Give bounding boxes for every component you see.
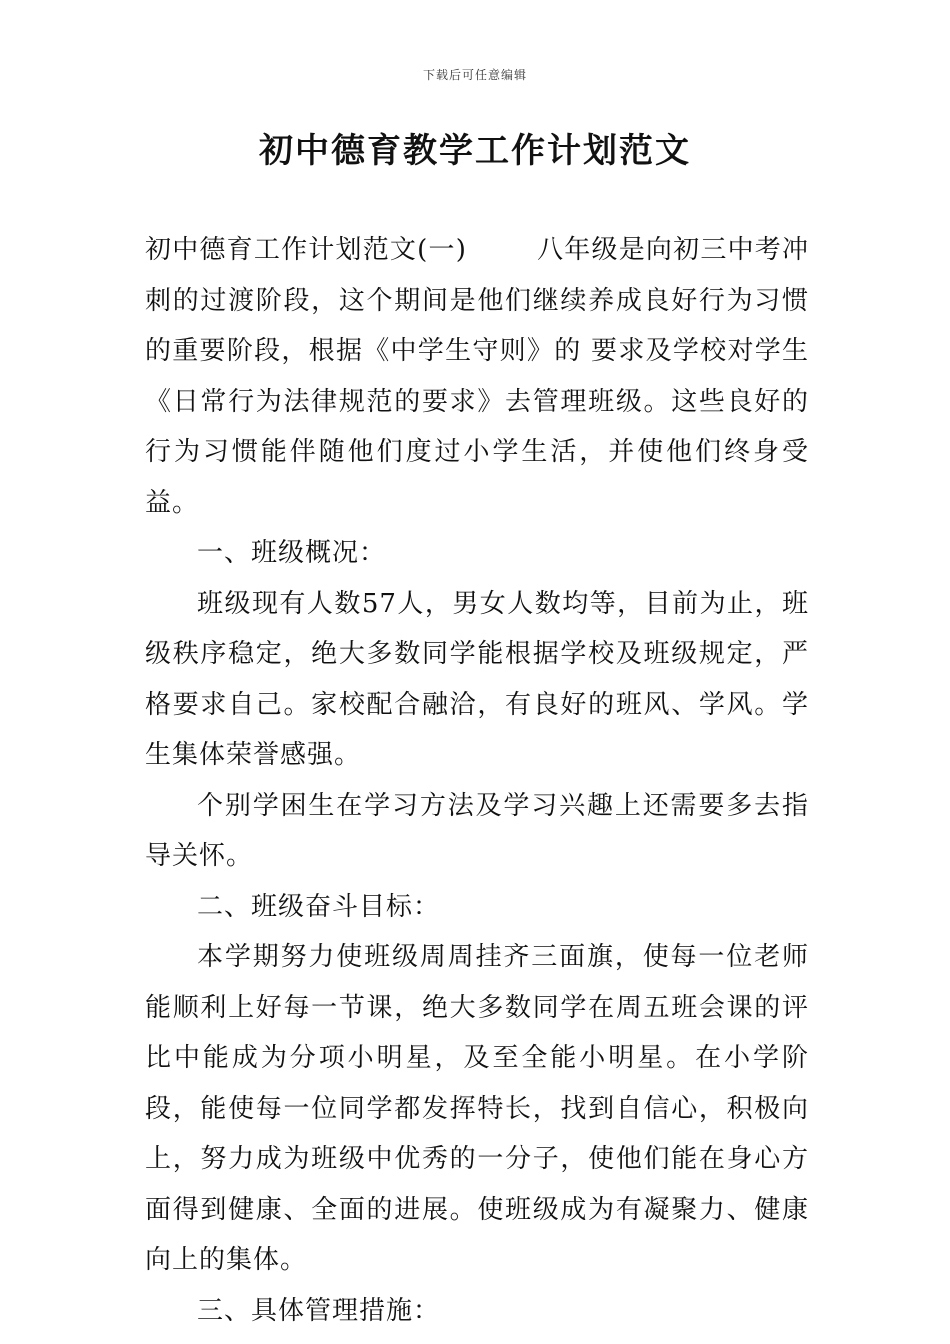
document-title: 初中德育教学工作计划范文 [259,131,691,171]
section1-paragraph-1: 班级现有人数57人，男女人数均等，目前为止，班级秩序稳定，绝大多数同学能根据学校及班级规定，严格要求自己。家校配合融洽，有良好的班风、学风。学生集体荣誉感强。 [145,588,809,770]
section3-heading: 三、具体管理措施： [197,1295,441,1326]
section1-heading: 一、班级概况： [197,538,387,568]
section2-paragraph-1: 本学期努力使班级周周挂齐三面旗，使每一位老师能顺利上好每一节课，绝大多数同学在周五班会课的评比中能成为分项小明星，及至全能小明星。在小学阶段，能使每一位同学都发挥特长，找到自信心，积极向上，努力成为班级中优秀的一分子，使他们能在身心方面得到健康、全面的进展。使班级成为有凝聚力、健康向上的集体。 [145,942,809,1275]
document-body [145,225,809,1336]
intro-text: 八年级是向初三中考冲刺的过渡阶段，这个期间是他们继续养成良好行为习惯的重要阶段，根据《中学生守则》的 要求及学校对学生《日常行为法律规范的要求》去管理班级。这些良好的行为习惯能伴随他们度过小学生活，并使他们终身受益。 [145,235,809,518]
intro-label: 初中德育工作计划范文(一) [145,235,467,265]
section1-paragraph-2: 个别学困生在学习方法及学习兴趣上还需要多去指导关怀。 [145,790,809,871]
intro-paragraph [145,225,809,528]
section2-heading: 二、班级奋斗目标： [197,891,441,922]
download-watermark: 下载后可任意编辑 [422,68,527,82]
